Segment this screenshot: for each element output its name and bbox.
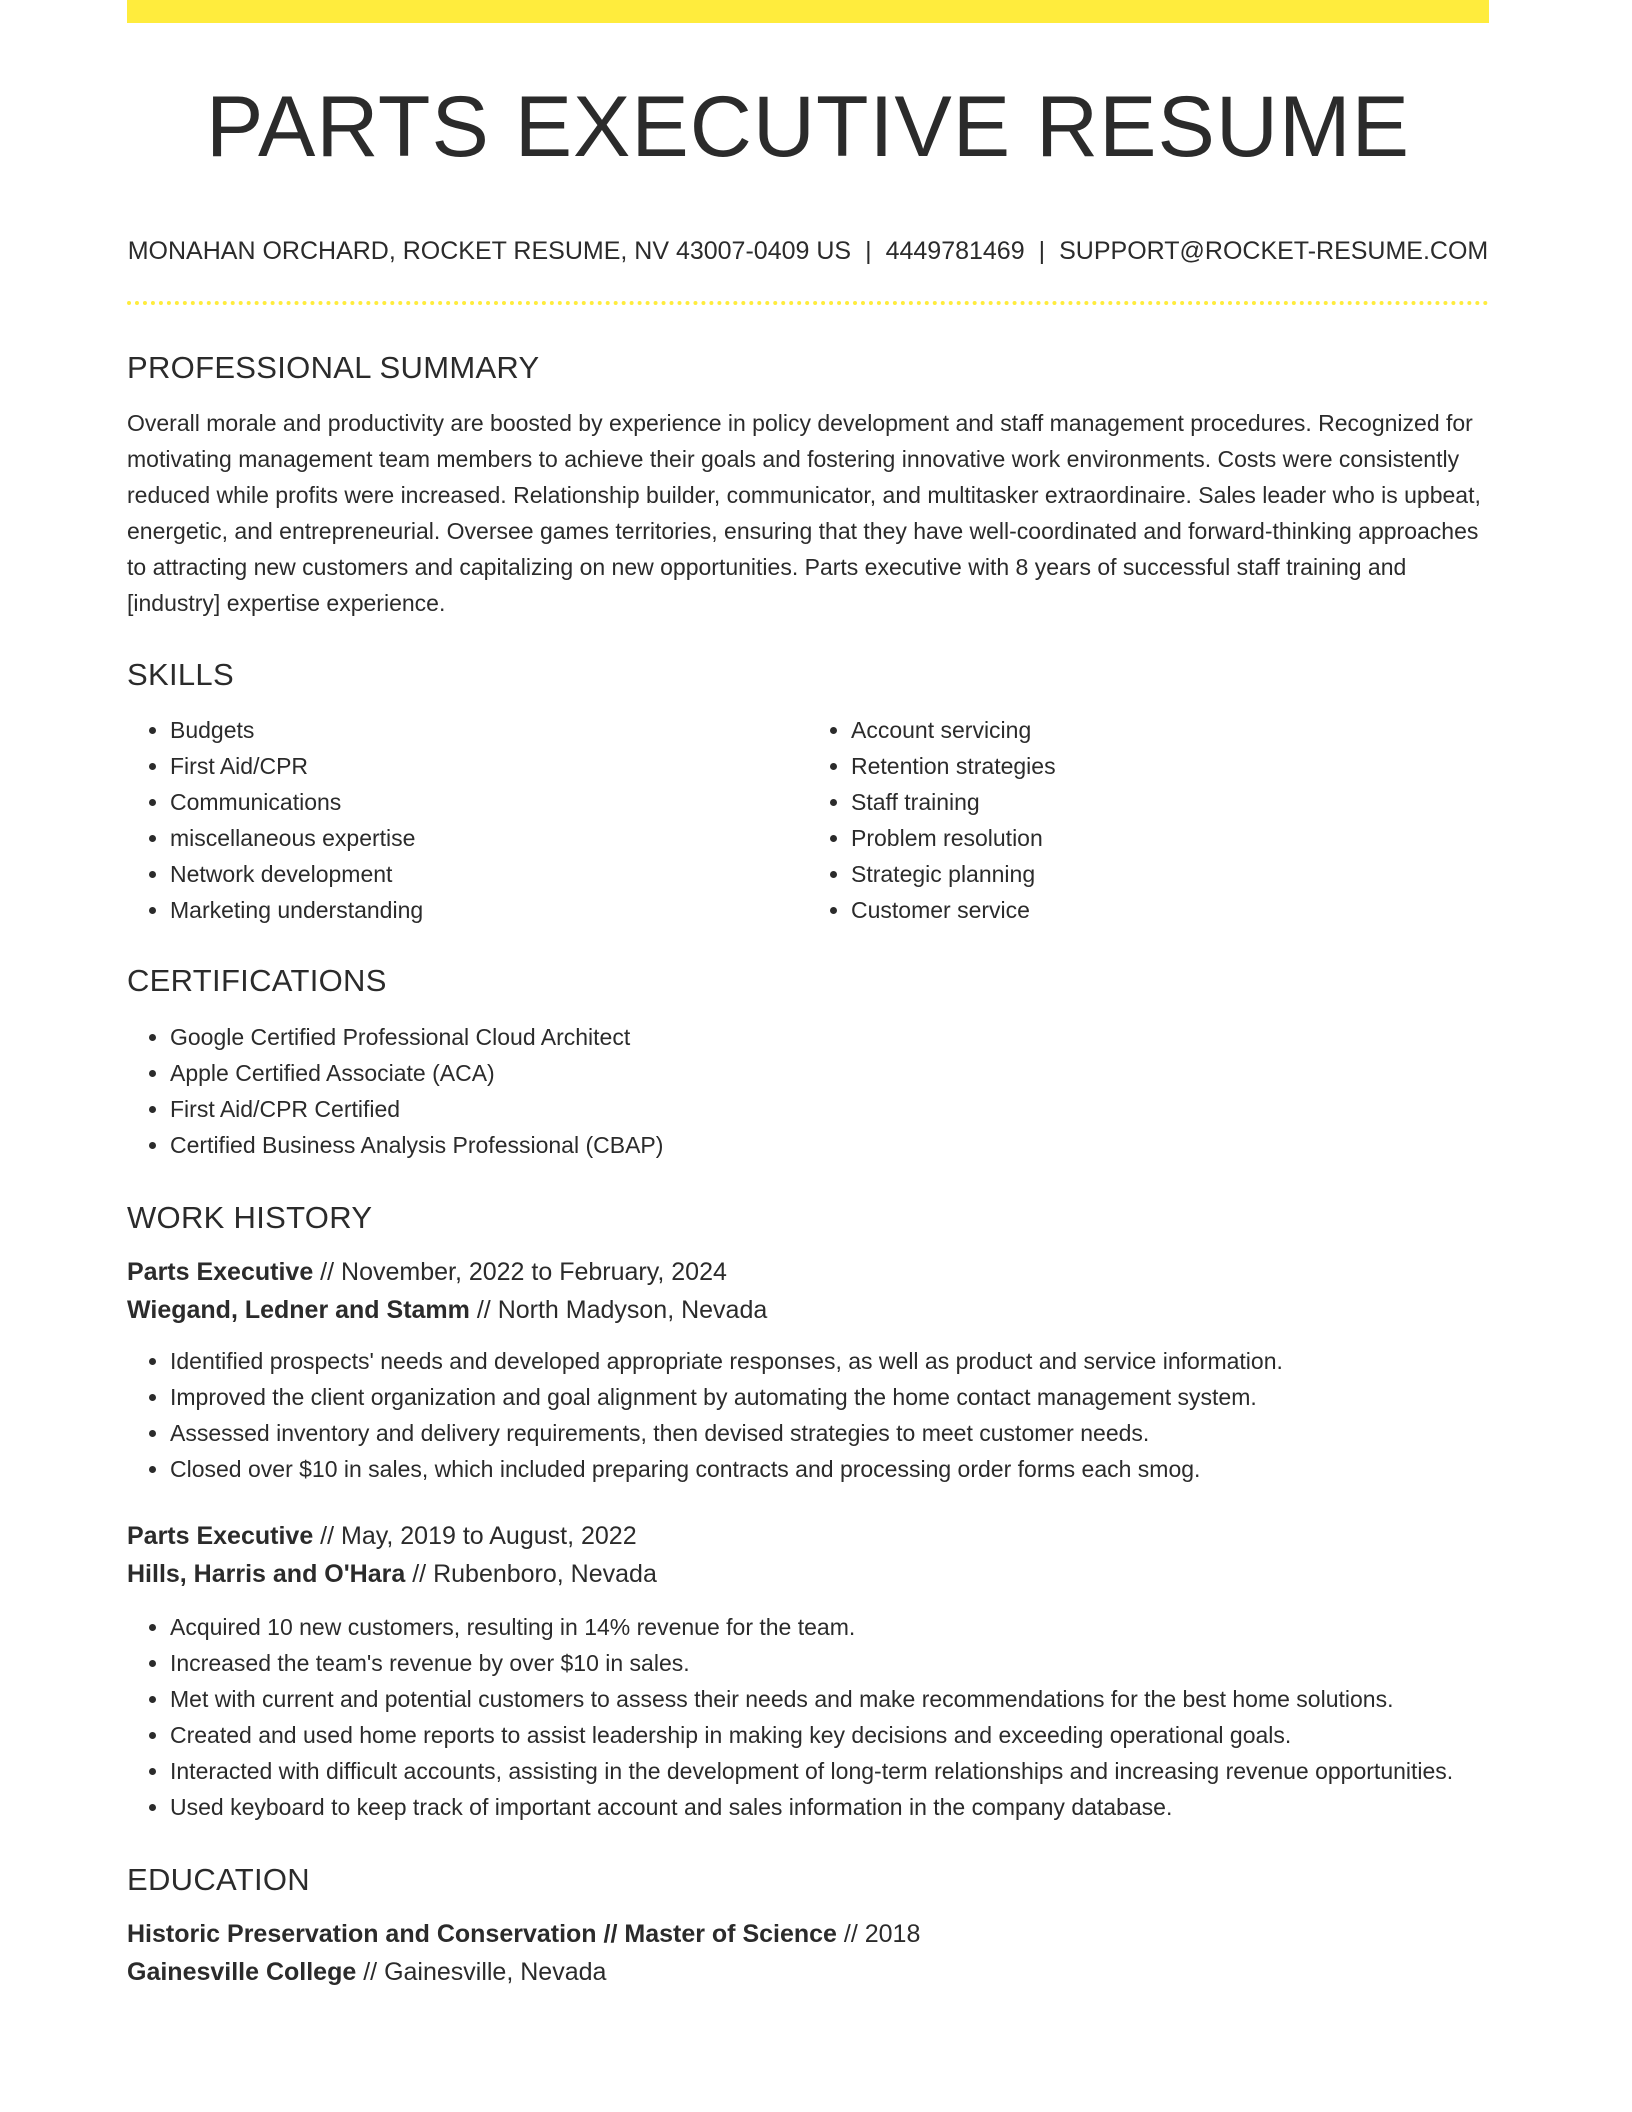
job-company-line [127,1291,1489,1329]
contact-line [127,236,1489,266]
job-location: Rubenboro, Nevada [433,1559,657,1588]
job-bullets [127,1343,1489,1487]
school-location: Gainesville, Nevada [384,1957,607,1986]
job-bullet: • Improved the client organization and goal alignment by automating the home contact management system. [170,1379,1489,1415]
skill-item: • Strategic planning [851,856,1489,892]
job-bullet: • Used keyboard to keep track of important account and sales information in the company database. [170,1789,1489,1825]
summary-text: Overall morale and productivity are boosted by experience in policy development and staff management procedures. Recognized for motivating management team members to achieve their goals and fostering innovative work environments. Costs were consistently reduced while profits were increased. Relationship builder, communicator, and multitasker extraordinaire. Sales leader who is upbeat, energetic, and entrepreneurial. Oversee games territories, ensuring that they have well-coordinated and forward-thinking approaches to attracting new customers and capitalizing on new opportunities. Parts executive with 8 years of successful staff training and [industry] expertise experience. [127,410,1481,617]
address-text: MONAHAN ORCHARD, ROCKET RESUME, NV 43007-0409 US [127,237,852,265]
skill-item: • First Aid/CPR [170,748,808,784]
job-company-line [127,1555,1489,1593]
skill-item: • Staff training [851,784,1489,820]
skills-grid [127,712,1489,928]
certification-item: • Apple Certified Associate (ACA) [170,1055,1489,1091]
job-company: Wiegand, Ledner and Stamm [127,1295,470,1324]
degree-line [127,1915,1489,1953]
education-section [127,1861,1489,1991]
separator: // [836,1919,865,1948]
skills-list-right [808,712,1489,928]
resume-title: PARTS EXECUTIVE RESUME [206,79,1410,175]
summary-heading: PROFESSIONAL SUMMARY [127,350,540,385]
work-history-heading: WORK HISTORY [127,1199,373,1235]
resume-page [127,0,1489,1991]
school-line [127,1953,1489,1991]
job-location: North Madyson, Nevada [497,1295,768,1324]
skill-item: • Customer service [851,892,1489,928]
job-entry [127,1253,1489,1487]
school-name: Gainesville College [127,1957,357,1986]
skill-item: • Retention strategies [851,748,1489,784]
contact-separator: | [1038,237,1046,265]
job-bullet: • Assessed inventory and delivery requirements, then devised strategies to meet customer needs. [170,1415,1489,1451]
job-bullet: • Acquired 10 new customers, resulting in 14% revenue for the team. [170,1609,1489,1645]
contact-separator: | [865,237,872,265]
job-bullet: • Closed over $10 in sales, which included preparing contracts and processing order forms each smog. [170,1451,1489,1487]
skill-item: • Account servicing [851,712,1489,748]
certification-item: • Google Certified Professional Cloud Architect [170,1019,1489,1055]
job-title-line [127,1517,1489,1555]
skill-item: • Communications [170,784,808,820]
certifications-list [127,1019,1489,1163]
skill-item: • Network development [170,856,808,892]
skills-heading: SKILLS [127,657,234,693]
email-link[interactable]: SUPPORT@ROCKET-RESUME.COM [1059,237,1489,265]
certifications-heading: CERTIFICATIONS [127,963,387,999]
job-company: Hills, Harris and O'Hara [127,1559,406,1588]
certifications-section [127,962,1489,1162]
job-bullet: • Met with current and potential customers to assess their needs and make recommendations for the best home solutions. [170,1681,1489,1717]
job-bullet: • Increased the team's revenue by over $10 in sales. [170,1645,1489,1681]
skill-item: • Problem resolution [851,820,1489,856]
education-entry [127,1915,1489,1991]
job-bullet: • Interacted with difficult accounts, assisting in the development of long-term relationships and increasing revenue opportunities. [170,1753,1489,1789]
skills-list-left [127,712,808,928]
certification-item: • Certified Business Analysis Professional (CBAP) [170,1127,1489,1163]
skill-item: • Marketing understanding [170,892,808,928]
phone-text: 4449781469 [885,237,1025,265]
job-dates: November, 2022 to February, 2024 [341,1257,727,1286]
separator: // [313,1257,342,1286]
job-bullets [127,1609,1489,1825]
job-title-line [127,1253,1489,1291]
graduation-year: 2018 [864,1919,921,1948]
job-dates: May, 2019 to August, 2022 [341,1521,637,1550]
dotted-divider [127,301,1489,305]
job-entry [127,1517,1489,1825]
separator: // [469,1295,498,1324]
certification-item: • First Aid/CPR Certified [170,1091,1489,1127]
job-bullet: • Identified prospects' needs and developed appropriate responses, as well as product and service information. [170,1343,1489,1379]
top-accent-bar [127,0,1489,23]
separator: // [405,1559,434,1588]
degree-text: Historic Preservation and Conservation // Master of Science [127,1919,837,1948]
education-heading: EDUCATION [127,1861,310,1897]
separator: // [356,1957,385,1986]
job-title: Parts Executive [127,1521,314,1550]
skill-item: • Budgets [170,712,808,748]
skills-section [127,656,1489,928]
work-history-section [127,1199,1489,1825]
separator: // [313,1521,342,1550]
summary-section [127,349,1489,621]
skill-item: • miscellaneous expertise [170,820,808,856]
job-bullet: • Created and used home reports to assist leadership in making key decisions and exceeding operational goals. [170,1717,1489,1753]
job-title: Parts Executive [127,1257,314,1286]
